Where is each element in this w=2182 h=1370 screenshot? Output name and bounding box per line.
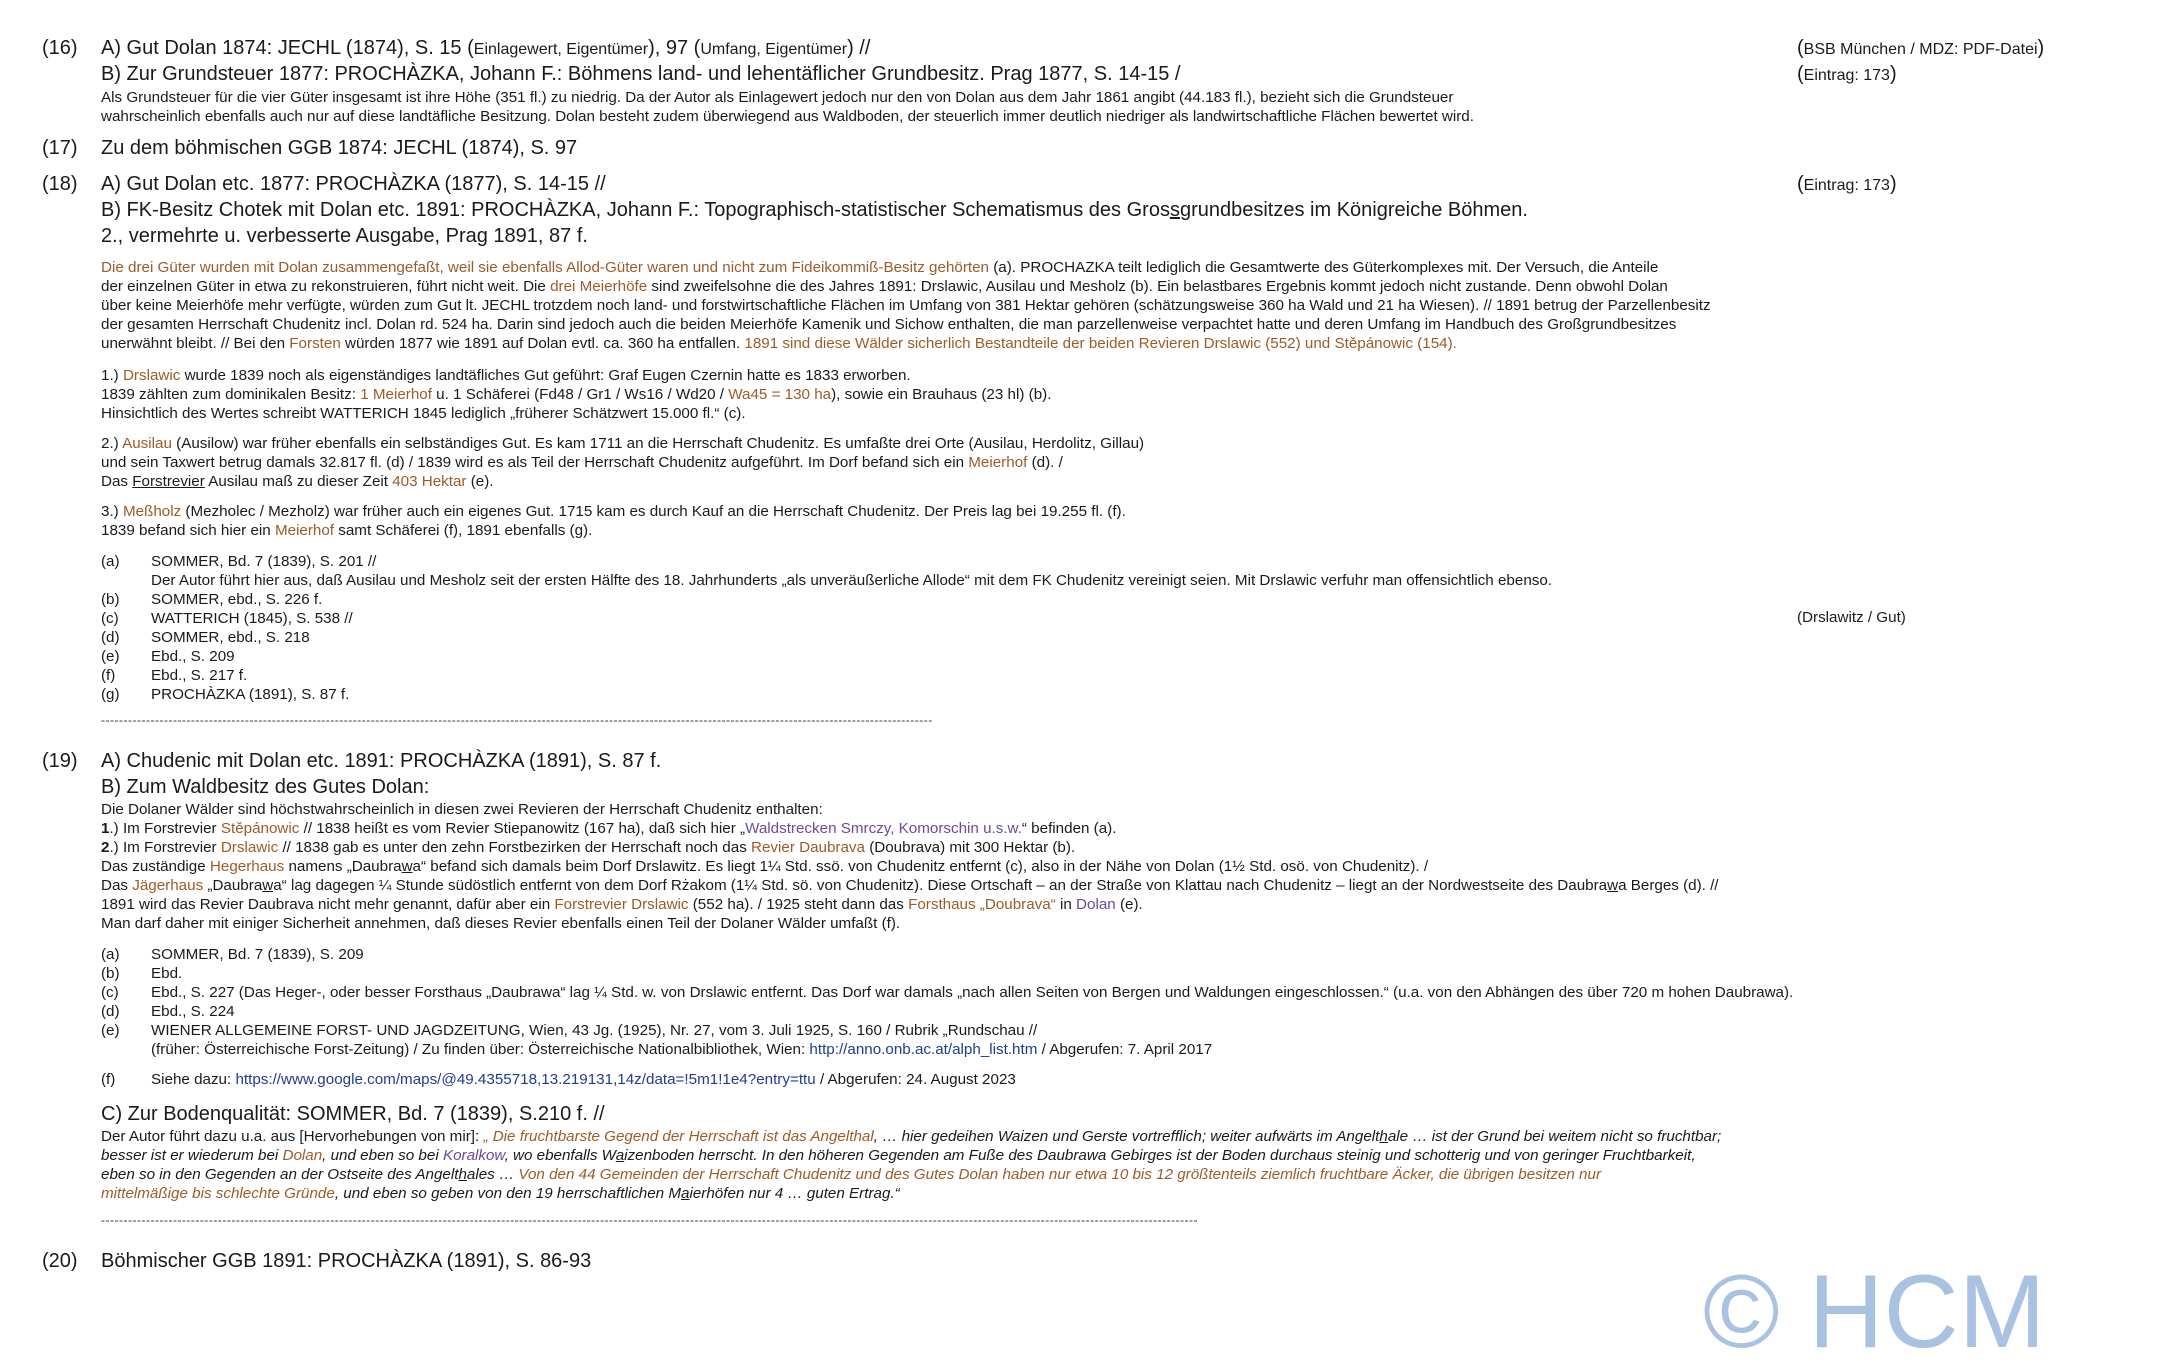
entry-19-text-line: 1.) Im Forstrevier Stěpánowic // 1838 heißt es vom Revier Stiepanowitz (167 ha), daß sich hier „Waldstrecken Smrczy, Komorschin u.s.w.“ befinden (a). [101,820,1117,837]
footnote-key: (e) [101,1022,120,1039]
footnote-key: (c) [101,610,119,627]
entry-16-text-line: Als Grundsteuer für die vier Güter insgesamt ist ihre Höhe (351 fl.) zu niedrig. Da der Autor als Einlagewert jedoch nur den von Dolan aus dem Jahr 1861 angibt (44.183 fl.), bezieht sich die Grundsteuer [101,89,1454,106]
entry-number-16: (16) [42,37,78,59]
entry-18-para1-line: über keine Meierhöfe mehr verfügte, würden zum Gut lt. JECHL trotzdem noch land- und forstwirtschaftliche Flächen im Umfang von 381 Hektar gehören (schätzungsweise 360 ha Wald und 21 ha Wiesen). // 1891 betrug der Parzellenbesitz [101,297,1711,314]
entry-20-heading: Böhmischer GGB 1891: PROCHÀZKA (1891), S. 86-93 [101,1250,592,1272]
entry-19-quote-line: Der Autor führt dazu u.a. aus [Hervorhebungen von mir]: „ Die fruchtbarste Gegend der Herrschaft ist das Angelthal, … hier gedeihen Waizen und Gerste vortrefflich; weiter aufwärts im Angelthale … ist der Grund bei weitem nicht so fruchtbar; [101,1128,1722,1145]
copyright-watermark: © HCM [1703,1254,2046,1370]
entry-18-messholz-line: 3.) Meßholz (Mezholec / Mezholz) war früher auch ein eigenes Gut. 1715 kam es durch Kauf an die Herrschaft Chudenitz. Der Preis lag bei 19.255 fl. (f). [101,503,1126,520]
entry-18-drslawic-line: 1839 zählten zum dominikalen Besitz: 1 Meierhof u. 1 Schäferei (Fd48 / Gr1 / Ws16 / Wd20 / Wa45 = 130 ha), sowie ein Brauhaus (23 hl) (b). [101,386,1052,403]
entry-19-a-heading: A) Chudenic mit Dolan etc. 1891: PROCHÀZKA (1891), S. 87 f. [101,750,662,772]
entry-18-a-heading: A) Gut Dolan etc. 1877: PROCHÀZKA (1877), S. 14-15 // [101,173,606,195]
entry-19-text-line: Die Dolaner Wälder sind höchstwahrscheinlich in diesen zwei Revieren der Herrschaft Chudenitz enthalten: [101,801,823,818]
entry-18-b-heading: B) FK-Besitz Chotek mit Dolan etc. 1891: PROCHÀZKA, Johann F.: Topographisch-statistischer Schematismus des Grossgrundbesitzes im Königreiche Böhmen. [101,199,1528,221]
entry-number-20: (20) [42,1250,78,1272]
footnote-text: Ebd., S. 224 [151,1003,235,1020]
entry-16-text-line: wahrscheinlich ebenfalls auch nur auf diese landtäfliche Besitzung. Dolan besteht zudem überwiegend aus Waldboden, der steuerlich immer deutlich niedriger als landwirtschaftliche Flächen bewertet wird. [101,108,1474,125]
entry-18-ausilau-line: und sein Taxwert betrug damals 32.817 fl. (d) / 1839 wird es als Teil der Herrschaft Chudenitz aufgeführt. Im Dorf befand sich ein Meierhof (d). / [101,454,1063,471]
onb-link[interactable]: http://anno.onb.ac.at/alph_list.htm [809,1041,1038,1058]
google-maps-link[interactable]: https://www.google.com/maps/@49.4355718,13.219131,14z/data=!5m1!1e4?entry=ttu [235,1071,816,1088]
entry-19-text-line: Das Jägerhaus „Daubrawa“ lag dagegen ¼ Stunde südöstlich entfernt von dem Dorf Rżakom (1¼ Std. sö. von Chudenitz). Diese Ortschaft – an der Straße von Klattau nach Chudenitz – liegt an der Nordwestseite des Daubrawa Berges (d). // [101,877,1719,894]
footnote-text: Ebd., S. 209 [151,648,235,665]
entry-19-c-heading: C) Zur Bodenqualität: SOMMER, Bd. 7 (1839), S.210 f. // [101,1103,605,1125]
entry-18-para1-line: Die drei Güter wurden mit Dolan zusammengefaßt, weil sie ebenfalls Allod-Güter waren und nicht zum Fideikommiß-Besitz gehörten (a). PROCHAZKA teilt lediglich die Gesamtwerte des Güterkomplexes mit. Der Versuch, die Anteile [101,259,1659,276]
footnote-text: Der Autor führt hier aus, daß Ausilau und Mesholz seit der ersten Hälfte des 18. Jahrhunderts „als unveräußerliche Allode“ mit dem FK Chudenitz vereinigt seien. Mit Drslawic verfuhr man offensichtlich ebenso. [151,572,1553,589]
footnote-key: (a) [101,553,120,570]
footnote-key: (g) [101,686,120,703]
entry-18-ausilau-line: Das Forstrevier Ausilau maß zu dieser Zeit 403 Hektar (e). [101,473,494,490]
footnote-text: WIENER ALLGEMEINE FORST- UND JAGDZEITUNG, Wien, 43 Jg. (1925), Nr. 27, vom 3. Juli 1925, S. 160 / Rubrik „Rundschau // [151,1022,1038,1039]
footnote-key: (f) [101,667,116,684]
entry-16-a-heading: A) Gut Dolan 1874: JECHL (1874), S. 15 (Einlagewert, Eigentümer), 97 (Umfang, Eigentümer) // [101,37,871,59]
footnote-text: (früher: Österreichische Forst-Zeitung) / Zu finden über: Österreichische Nationalbibliothek, Wien: http://anno.onb.ac.at/alph_list.htm / Abgerufen: 7. April 2017 [151,1041,1213,1058]
entry-19-text-line: Man darf daher mit einiger Sicherheit annehmen, daß dieses Revier ebenfalls einen Teil der Dolaner Wälder umfaßt (f). [101,915,901,932]
footnote-key: (c) [101,984,119,1001]
footnote-key: (b) [101,591,120,608]
entry-19-quote-line: mittelmäßige bis schlechte Gründe, und eben so geben von den 19 herrschaftlichen Maierhöfen nur 4 … guten Ertrag.“ [101,1185,900,1202]
entry-18-b-heading-cont: 2., vermehrte u. verbesserte Ausgabe, Prag 1891, 87 f. [101,225,588,247]
footnote-key: (d) [101,629,120,646]
entry-19-text-line: Das zuständige Hegerhaus namens „Daubrawa“ befand sich damals beim Dorf Drslawitz. Es liegt 1¼ Std. ssö. von Chudenitz entfernt (c), also in der Nähe von Dolan (1½ Std. osö. von Chudenitz). / [101,858,1429,875]
footnote-text: Ebd. [151,965,183,982]
entry-19-text-line: 1891 wird das Revier Daubrava nicht mehr genannt, dafür aber ein Forstrevier Drslawic (552 ha). / 1925 steht dann das Forsthaus „Doubrava“ in Dolan (e). [101,896,1143,913]
footnote-text: SOMMER, Bd. 7 (1839), S. 201 // [151,553,377,570]
entry-19-b-heading: B) Zum Waldbesitz des Gutes Dolan: [101,776,430,798]
footnote-text: Siehe dazu: https://www.google.com/maps/@49.4355718,13.219131,14z/data=!5m1!1e4?entry=ttu / Abgerufen: 24. August 2023 [151,1071,1016,1088]
entry-18-drslawic-line: 1.) Drslawic wurde 1839 noch als eigenständiges landtäfliches Gut geführt: Graf Eugen Czernin hatte es 1833 erworben. [101,367,911,384]
entry-19-text-line: 2.) Im Forstrevier Drslawic // 1838 gab es unter den zehn Forstbezirken der Herrschaft noch das Revier Daubrava (Doubrava) mit 300 Hektar (b). [101,839,1076,856]
entry-18-messholz-line: 1839 befand sich hier ein Meierhof samt Schäferei (f), 1891 ebenfalls (g). [101,522,593,539]
entry-16-eintrag-note: (Eintrag: 173) [1797,63,1897,85]
entry-18-drslawic-line: Hinsichtlich des Wertes schreibt WATTERICH 1845 lediglich „früherer Schätzwert 15.000 fl.“ (c). [101,405,746,422]
footnote-key: (e) [101,648,120,665]
entry-16-b-heading: B) Zur Grundsteuer 1877: PROCHÀZKA, Johann F.: Böhmens land- und lehentäflicher Grundbesitz. Prag 1877, S. 14-15 / [101,63,1181,85]
separator-dashes: ----------------------------------------------------------------------------------------------------------------------------------------------------------------------------------------- [101,713,933,727]
footnote-text: SOMMER, Bd. 7 (1839), S. 209 [151,946,364,963]
entry-19-quote-line: besser ist er wiederum bei Dolan, und eben so bei Koralkow, wo ebenfalls Waizenboden herrscht. In den höheren Gegenden am Fuße des Daubrawa Gebirges ist der Boden durchaus steinig und schotterig und von geringer Fruchtbarkeit, [101,1147,1696,1164]
entry-16-source-note: (BSB München / MDZ: PDF-Datei) [1797,37,2045,59]
entry-18-eintrag-note: (Eintrag: 173) [1797,173,1897,195]
entry-18-para1-line: der gesamten Herrschaft Chudenitz incl. Dolan rd. 524 ha. Darin sind jedoch auch die beiden Meierhöfe Kamenik und Sichow enthalten, die man parzellenweise verpachtet hatte und deren Umfang im Handbuch des Großgrundbesitzes [101,316,1677,333]
footnote-key: (d) [101,1003,120,1020]
entry-number-19: (19) [42,750,78,772]
footnote-text: PROCHÀZKA (1891), S. 87 f. [151,686,350,703]
footnote-side-note: (Drslawitz / Gut) [1797,609,1906,626]
footnote-text: Ebd., S. 217 f. [151,667,248,684]
entry-number-17: (17) [42,137,78,159]
footnote-text: SOMMER, ebd., S. 226 f. [151,591,323,608]
entry-17-heading: Zu dem böhmischen GGB 1874: JECHL (1874), S. 97 [101,137,578,159]
entry-18-ausilau-line: 2.) Ausilau (Ausilow) war früher ebenfalls ein selbständiges Gut. Es kam 1711 an die Herrschaft Chudenitz. Es umfaßte drei Orte (Ausilau, Herdolitz, Gillau) [101,435,1145,452]
footnote-key: (b) [101,965,120,982]
footnote-text: WATTERICH (1845), S. 538 // [151,610,353,627]
entry-19-quote-line: eben so in den Gegenden an der Ostseite des Angelthales … Von den 44 Gemeinden der Herrschaft Chudenitz und des Gutes Dolan haben nur etwa 10 bis 12 größtenteils ziemlich fruchtbare Äcker, die übrigen besitzen nur [101,1166,1602,1183]
footnote-key: (a) [101,946,120,963]
entry-18-para1-line: unerwähnt bleibt. // Bei den Forsten würden 1877 wie 1891 auf Dolan evtl. ca. 360 ha entfallen. 1891 sind diese Wälder sicherlich Bestandteile der beiden Revieren Drslawic (552) und Stěpánowic (154). [101,335,1457,352]
footnote-text: SOMMER, ebd., S. 218 [151,629,310,646]
entry-number-18: (18) [42,173,78,195]
separator-dashes: ---------------------------------------------------------------------------------------------------------------------------------------------------------------------------------------------------------------------------------------------------- [101,1213,1199,1227]
entry-18-para1-line: der einzelnen Güter in etwa zu rekonstruieren, führt nicht weit. Die drei Meierhöfe sind zweifelsohne die des Jahres 1891: Drslawic, Ausilau und Mesholz (b). Ein belastbares Ergebnis kommt jedoch nicht zustande. Denn obwohl Dolan [101,278,1668,295]
footnote-text: Ebd., S. 227 (Das Heger-, oder besser Forsthaus „Daubrawa“ lag ¼ Std. w. von Drslawic entfernt. Das Dorf war damals „nach allen Seiten von Bergen und Waldungen eingeschlossen.“ (u.a. von den Abhängen des über 720 m hohen Daubrawa). [151,984,1794,1001]
footnote-key: (f) [101,1071,116,1088]
